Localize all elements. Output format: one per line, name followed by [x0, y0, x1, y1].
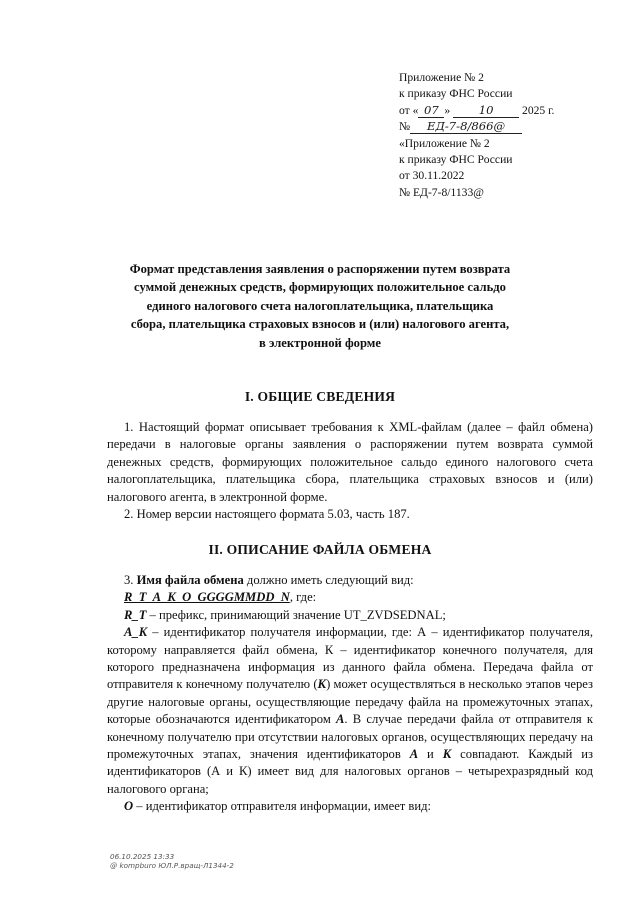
date-prefix: от « — [399, 103, 419, 117]
appendix-line: № ЕД-7-8/1133@ — [399, 185, 484, 199]
title-line: Формат представления заявления о распоряжении путем возврата — [129, 262, 511, 276]
handwritten-number: ЕД-7-8/866@ — [410, 120, 522, 134]
term: К — [317, 677, 327, 692]
paragraph — [107, 572, 593, 589]
term: К — [442, 747, 452, 762]
number-prefix: № — [399, 120, 411, 134]
date-year: 2025 г. — [522, 103, 555, 117]
appendix-line: от 30.11.2022 — [399, 169, 465, 183]
section-general-body — [107, 419, 593, 523]
text: и — [418, 747, 443, 762]
title-line: суммой денежных средств, формирующих положительное сальдо — [134, 280, 506, 295]
term: А — [336, 712, 345, 727]
paragraph — [107, 607, 593, 624]
section-exchange-body — [107, 572, 593, 816]
footer-stamp — [110, 852, 234, 870]
date-mid: » — [444, 103, 451, 117]
term: A_K — [124, 625, 148, 640]
handwritten-day: 07 — [418, 104, 444, 118]
paragraph — [107, 798, 593, 815]
file-name-pattern: R_T_A_K_O_GGGGMMDD_N — [124, 590, 290, 605]
document-title — [90, 260, 550, 352]
text: ) может осуществляться в несколько этапов через другие налоговые органы, осуществляющие передачу файла на промежуточных этапах, которые обозначаются идентификатором — [107, 677, 594, 727]
term: R_T — [124, 607, 147, 622]
handwritten-month: 10 — [453, 104, 519, 118]
term: О — [124, 799, 134, 814]
appendix-date-line — [399, 103, 554, 119]
footer-line: 06.10.2025 13:33 — [110, 852, 175, 861]
appendix-block — [399, 70, 554, 201]
section-heading-general: I. ОБЩИЕ СВЕДЕНИЯ — [244, 389, 396, 404]
text: – идентификатор отправителя информации, имеет вид: — [133, 799, 432, 814]
title-line: сбора, плательщика страховых взносов и (или) налогового агента, — [130, 317, 510, 332]
appendix-line: Приложение № 2 — [399, 71, 484, 84]
appendix-line: к приказу ФНС России — [399, 87, 513, 101]
appendix-number-line — [399, 119, 554, 135]
term: Имя файла обмена — [136, 573, 244, 587]
appendix-line: «Приложение № 2 — [399, 136, 490, 150]
appendix-line: к приказу ФНС России — [399, 153, 513, 167]
term: А — [409, 747, 419, 762]
text: должно иметь следующий вид: — [243, 573, 414, 587]
text: – префикс, принимающий значение UT_ZVDSEDNAL; — [146, 607, 446, 622]
title-line: в электронной форме — [259, 335, 381, 350]
paragraph — [107, 589, 593, 606]
footer-line: @ kompburo ЮЛ.Р.вращ-Л1344-2 — [110, 861, 234, 870]
text: совпадают. Каждый из идентификаторов (А и К) имеет вид для налоговых органов – четырехразрядный код налогового органа; — [107, 747, 593, 796]
paragraph: 1. Настоящий формат описывает требования к XML-файлам (далее – файл обмена) передачи в налоговые органы заявления о распоряжении путем возврата суммой денежных средств, формирующих положительное сальдо единого налогового счета налогоплательщика, плательщика сбора, плательщика страховых взносов и (или) налогового агента, в электронной форме. — [107, 420, 593, 504]
paragraph: 2. Номер версии настоящего формата 5.03, часть 187. — [124, 507, 410, 522]
section-heading-exchange-file: II. ОПИСАНИЕ ФАЙЛА ОБМЕНА — [208, 542, 432, 557]
text: – идентификатор получателя информации, где: А – идентификатор получателя, которому направляется файл обмена, К – идентификатор конечного получателя, для которого предназначена информация из данного файла обмена. Передача файла от отправителя к конечному получателю ( — [107, 625, 593, 692]
paragraph — [107, 624, 593, 798]
text: . В случае передачи файла от отправителя к конечному получателю при отсутствии налоговых органов, осуществляющих передачу на промежуточных этапах, значения идентификаторов — [107, 712, 594, 762]
title-line: единого налогового счета налогоплательщика, плательщика — [146, 298, 494, 313]
text: 3. — [124, 573, 137, 587]
text: , где: — [289, 590, 317, 605]
